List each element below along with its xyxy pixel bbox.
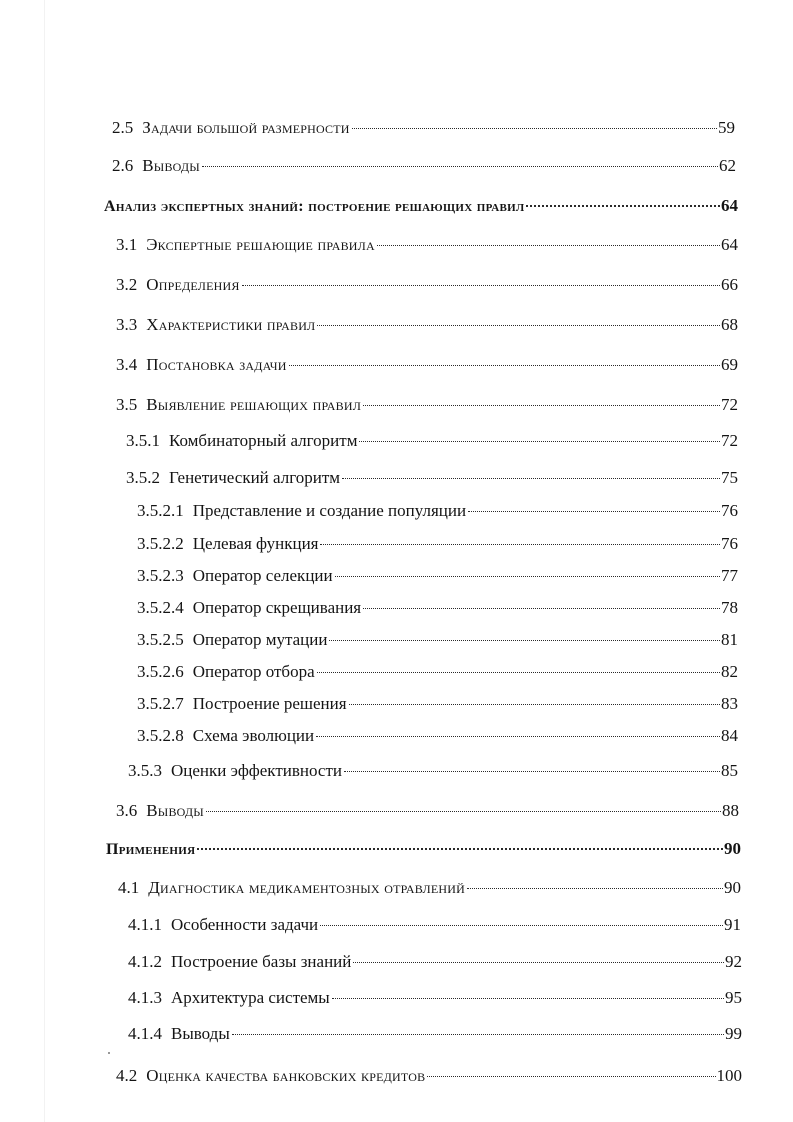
toc-number: 4.1.3 [128, 988, 162, 1007]
dot-leader [332, 998, 724, 999]
dot-leader [352, 128, 717, 129]
toc-number: 3.5.2.5 [137, 630, 184, 649]
toc-title: Схема эволюции [192, 726, 315, 745]
toc-page-number: 92 [725, 952, 742, 971]
toc-entry-4-2[interactable] [116, 1065, 742, 1087]
toc-title: Экспертные решающие правила [146, 235, 375, 254]
toc-entry-4-1[interactable] [118, 877, 741, 899]
toc-page-number: 81 [721, 630, 738, 649]
toc-page-number: 91 [724, 915, 741, 934]
dot-leader [427, 1076, 715, 1077]
toc-entry-3-5-2-1[interactable] [137, 500, 738, 522]
toc-number: 3.5.2.2 [137, 534, 184, 553]
toc-page-number: 90 [724, 878, 741, 897]
toc-entry-3-5-2-5[interactable] [137, 629, 738, 651]
dot-leader [316, 736, 720, 737]
toc-number: 3.5.1 [126, 431, 160, 450]
dot-leader [526, 205, 720, 207]
toc-title: Оператор мутации [192, 630, 328, 649]
toc-entry-3-5-2-7[interactable] [137, 693, 738, 715]
dot-leader [377, 245, 720, 246]
toc-number: 3.5.2 [126, 468, 160, 487]
toc-page-number: 84 [721, 726, 738, 745]
toc-number: 3.5.2.4 [137, 598, 184, 617]
toc-page-number: 99 [725, 1024, 742, 1043]
toc-entry-4-1-1[interactable] [128, 914, 741, 936]
dot-leader [197, 848, 723, 850]
dot-leader [317, 325, 720, 326]
dot-leader [202, 166, 718, 167]
toc-entry-2-6[interactable] [112, 155, 736, 177]
toc-entry-3-5-2[interactable] [126, 467, 738, 489]
toc-page-number: 72 [721, 395, 738, 414]
toc-number: 3.5.2.6 [137, 662, 184, 681]
toc-number: 3.5.2.8 [137, 726, 184, 745]
toc-entry-3-5[interactable] [116, 394, 738, 416]
toc-page-number: 69 [721, 355, 738, 374]
toc-entry-4-1-4[interactable] [128, 1023, 742, 1045]
toc-title: Генетический алгоритм [169, 468, 341, 487]
dot-leader [289, 365, 720, 366]
toc-number: 3.5.3 [128, 761, 162, 780]
toc-entry-3-5-2-2[interactable] [137, 533, 738, 555]
toc-page-number: 68 [721, 315, 738, 334]
toc-title: Построение базы знаний [171, 952, 352, 971]
toc-entry-3-2[interactable] [116, 274, 738, 296]
toc-title: Комбинаторный алгоритм [169, 431, 358, 450]
toc-entry-3-5-2-6[interactable] [137, 661, 738, 683]
toc-page-number: 95 [725, 988, 742, 1007]
toc-page-number: 62 [719, 156, 736, 175]
toc-entry-3-5-3[interactable] [128, 760, 738, 782]
toc-title: Выявление решающих правил [146, 395, 362, 414]
toc-number: 4.1 [118, 878, 140, 897]
toc-entry-4-1-3[interactable] [128, 987, 742, 1009]
toc-number: 4.1.4 [128, 1024, 162, 1043]
toc-number: 3.5.2.1 [137, 501, 184, 520]
toc-number: 4.2 [116, 1066, 138, 1085]
toc-number: 3.2 [116, 275, 138, 294]
toc-page-number: 66 [721, 275, 738, 294]
chapter-title: Применения [106, 841, 196, 858]
toc-number: 3.4 [116, 355, 138, 374]
toc-page-number: 76 [721, 534, 738, 553]
dot-leader [349, 704, 720, 705]
toc-chapter-4[interactable] [106, 838, 741, 861]
scan-speck [108, 1052, 110, 1054]
toc-number: 2.5 [112, 118, 134, 137]
toc-entry-3-1[interactable] [116, 234, 738, 256]
toc-page-number: 64 [721, 235, 738, 254]
toc-title: Постановка задачи [146, 355, 287, 374]
toc-page-number: 78 [721, 598, 738, 617]
toc-page-number: 59 [718, 118, 735, 137]
toc-page-number: 82 [721, 662, 738, 681]
toc-number: 4.1.1 [128, 915, 162, 934]
toc-number: 3.6 [116, 801, 138, 820]
dot-leader [359, 441, 720, 442]
toc-entry-2-5[interactable] [112, 117, 735, 139]
toc-page-number: 76 [721, 501, 738, 520]
toc-entry-3-5-2-4[interactable] [137, 597, 738, 619]
toc-page-number: 72 [721, 431, 738, 450]
toc-title: Выводы [171, 1024, 230, 1043]
dot-leader [467, 888, 723, 889]
dot-leader [468, 511, 720, 512]
toc-title: Оператор селекции [192, 566, 333, 585]
toc-page-number: 75 [721, 468, 738, 487]
toc-entry-3-5-1[interactable] [126, 430, 738, 452]
toc-entry-3-5-2-8[interactable] [137, 725, 738, 747]
toc-entry-4-1-2[interactable] [128, 951, 742, 973]
toc-page-number: 77 [721, 566, 738, 585]
toc-number: 3.5 [116, 395, 138, 414]
toc-title: Выводы [146, 801, 204, 820]
toc-number: 3.1 [116, 235, 138, 254]
dot-leader [344, 771, 720, 772]
toc-title: Оператор скрещивания [192, 598, 362, 617]
dot-leader [206, 811, 721, 812]
toc-entry-3-5-2-3[interactable] [137, 565, 738, 587]
toc-title: Целевая функция [192, 534, 319, 553]
toc-title: Характеристики правил [146, 315, 316, 334]
toc-title: Задачи большой размерности [142, 118, 350, 137]
toc-title: Выводы [142, 156, 200, 175]
toc-number: 2.6 [112, 156, 134, 175]
toc-entry-3-3[interactable] [116, 314, 738, 336]
toc-page-number: 88 [722, 801, 739, 820]
toc-chapter-3[interactable] [104, 195, 738, 218]
dot-leader [317, 672, 720, 673]
dot-leader [232, 1034, 724, 1035]
toc-title: Оценка качества банковских кредитов [146, 1066, 426, 1085]
toc-title: Построение решения [192, 694, 347, 713]
toc-title: Представление и создание популяции [192, 501, 467, 520]
toc-title: Архитектура системы [171, 988, 330, 1007]
toc-number: 3.5.2.7 [137, 694, 184, 713]
dot-leader [363, 608, 720, 609]
toc-title: Диагностика медикаментозных отравлений [148, 878, 466, 897]
toc-number: 3.3 [116, 315, 138, 334]
chapter-title: Анализ экспертных знаний: построение решающих правил [104, 198, 525, 215]
dot-leader [342, 478, 720, 479]
toc-page-number: 100 [716, 1066, 742, 1085]
toc-number: 4.1.2 [128, 952, 162, 971]
toc-page-number: 64 [721, 196, 738, 215]
toc-page-number: 85 [721, 761, 738, 780]
toc-title: Оператор отбора [192, 662, 315, 681]
dot-leader [320, 925, 723, 926]
toc-title: Оценки эффективности [171, 761, 342, 780]
toc-title: Особенности задачи [171, 915, 319, 934]
dot-leader [320, 544, 720, 545]
toc-entry-3-6[interactable] [116, 800, 739, 822]
toc-page-number: 90 [724, 839, 741, 858]
dot-leader [335, 576, 720, 577]
dot-leader [329, 640, 720, 641]
toc-entry-3-4[interactable] [116, 354, 738, 376]
toc-number: 3.5.2.3 [137, 566, 184, 585]
dot-leader [242, 285, 720, 286]
toc-title: Определения [146, 275, 240, 294]
toc-page-number: 83 [721, 694, 738, 713]
dot-leader [353, 962, 724, 963]
dot-leader [363, 405, 720, 406]
